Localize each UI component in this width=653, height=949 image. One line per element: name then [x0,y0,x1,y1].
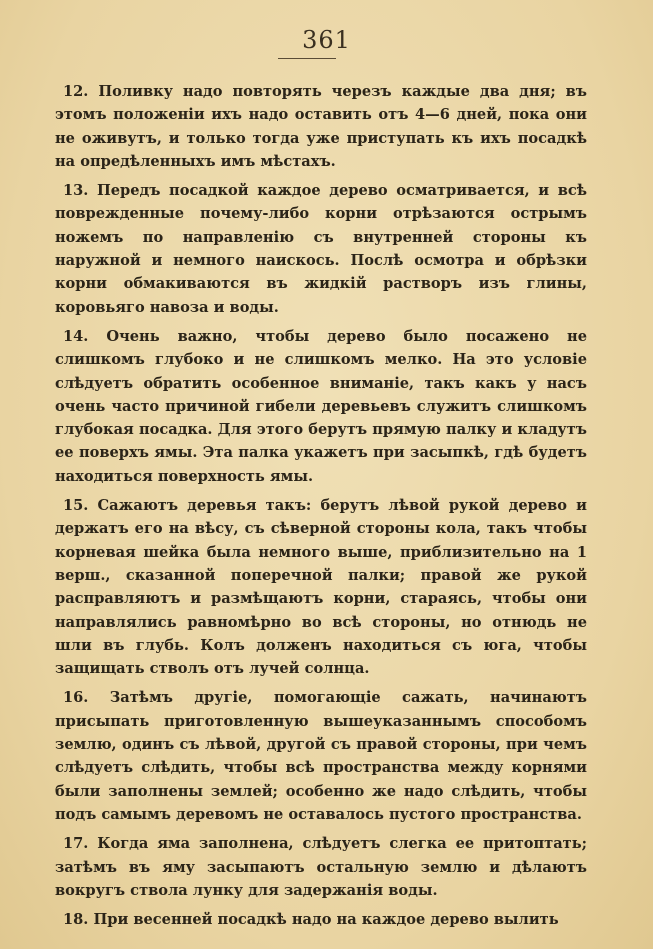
paragraph-18: 18. При весенней посадкѣ надо на каждое дерево вылить [63,911,559,929]
paragraph-15: 15. Сажаютъ деревья такъ: берутъ лѣвой рукой дерево и держатъ его на вѣсу, съ сѣверной стороны кола, такъ чтобы корневая шейка была немного выше, приблизительно на 1 верш., сказанной поперечной палки; правой же рукой расправляютъ и размѣщаютъ корни, стараясь, чтобы они направлялись равномѣрно во всѣ стороны, но отнюдь не шли въ глубь. Колъ долженъ находиться съ юга, чтобы защищать стволъ отъ лучей солнца. [55,497,587,678]
body-text [55,80,587,937]
header-rule [278,58,336,59]
paragraph-16: 16. Затѣмъ другіе, помогающіе сажать, начинаютъ присыпать приготовленную вышеуказаннымъ способомъ землю, одинъ съ лѣвой, другой съ правой стороны, при чемъ слѣдуетъ слѣдить, чтобы всѣ пространства между корнями были заполнены землей; особенно же надо слѣдить, чтобы подъ самымъ деревомъ не оставалось пустого пространства. [55,689,587,823]
paragraph-14: 14. Очень важно, чтобы дерево было посажено не слишкомъ глубоко и не слишкомъ мелко. На это условіе слѣдуетъ обратить особенное вниманіе, такъ какъ у насъ очень часто причиной гибели деревьевъ служитъ слишкомъ глубокая посадка. Для этого берутъ прямую палку и кладутъ ее поверхъ ямы. Эта палка укажетъ при засыпкѣ, гдѣ будетъ находиться поверхность ямы. [55,327,587,485]
paragraph-13: 13. Передъ посадкой каждое дерево осматривается, и всѣ поврежденные почему-либо корни отрѣзаются острымъ ножемъ по направленію съ внутренней стороны къ наружной и немного наискось. Послѣ осмотра и обрѣзки корни обмакиваются въ жидкій растворъ изъ глины, коровьяго навоза и воды. [55,182,587,316]
page-number: 361 [302,26,351,54]
paragraph-17: 17. Когда яма заполнена, слѣдуетъ слегка ее притоптать; затѣмъ въ яму засыпаютъ остальную землю и дѣлаютъ вокругъ ствола лунку для задержанія воды. [55,835,587,899]
paragraph-12: 12. Поливку надо повторять черезъ каждые два дня; въ этомъ положеніи ихъ надо оставить отъ 4—6 дней, пока они не оживутъ, и только тогда уже приступать къ ихъ посадкѣ на опредѣленныхъ имъ мѣстахъ. [55,83,587,170]
